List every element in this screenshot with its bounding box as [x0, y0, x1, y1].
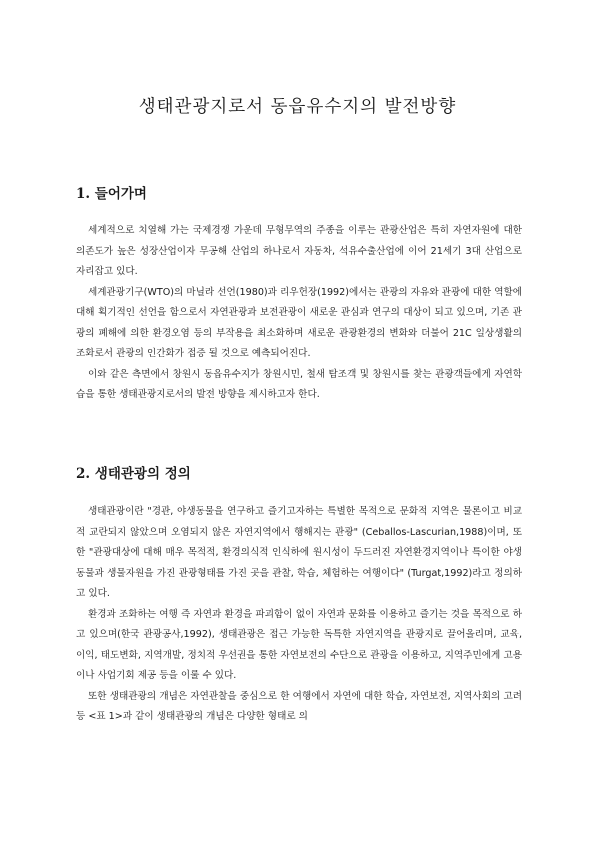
- paragraph: 또한 생태관광의 개념은 자연관찰을 중심으로 한 여행에서 자연에 대한 학습, 자연보전, 지역사회의 고려 등 <표 1>과 같이 생태관광의 개념은 다양한 형태로 의: [76, 690, 522, 722]
- paragraph: 환경과 조화하는 여행 즉 자연과 환경을 파괴함이 없이 자연과 문화를 이용하고 즐기는 것을 목적으로 하고 있으며(한국 관광공사,1992), 생태관광은 접근 가능한 독특한 자연지역을 관광지로 끌어올리며, 교육, 이익, 태도변화, 지역개발, 정치적 우선권을 통한 자연보전의 수단으로 관광을 이용하고, 지역주민에게 고용이나 사업기회 제공 등을 이룰 수 있다.: [76, 608, 522, 681]
- section-heading-definition: 2. 생태관광의 정의: [76, 466, 191, 482]
- document-title: 생태관광지로서 동읍유수지의 발전방향: [138, 97, 457, 117]
- paragraph: 생태관광이란 "경관, 야생동물을 연구하고 즐기고자하는 특별한 목적으로 문화적 지역은 물론이고 비교적 교란되지 않았으며 오염되지 않은 자연지역에서 행해지는 관광" (Ceballos-Lascurian,1988)이며, 또한 "관광대상에 대해 매우 목적적, 환경의식적 인식하에 원시성이 두드러진 자연환경지역이나 특이한 야생동물과 생물자원을 가진 관광형태를 가진 곳을 관찰, 학습, 체험하는 여행이다" (Turgat,1992)라고 정의하고 있다.: [76, 506, 522, 599]
- paragraph: 세계적으로 치열해 가는 국제경쟁 가운데 무형무역의 주종을 이루는 관광산업은 특히 자연자원에 대한 의존도가 높은 성장산업이자 무공해 산업의 하나로서 자동차, 석유수출산업에 이어 21세기 3대 산업으로 자리잡고 있다.: [76, 225, 522, 277]
- paragraph: 이와 같은 측면에서 창원시 동읍유수지가 창원시민, 철새 탐조객 및 창원시를 찾는 관광객들에게 자연학습을 통한 생태관광지로서의 발전 방향을 제시하고자 한다.: [76, 368, 522, 400]
- section-heading-introduction: 1. 들어가며: [76, 186, 147, 202]
- section-definition-body: [76, 502, 522, 728]
- section-introduction-body: [76, 221, 522, 406]
- paragraph: 세계관광기구(WTO)의 마닐라 선언(1980)과 리우헌장(1992)에서는 관광의 자유와 관광에 대한 역할에 대해 획기적인 선언을 함으로서 자연관광과 보전관광이 새로운 관심과 연구의 대상이 되고 있으며, 기존 관광의 폐해에 의한 환경오염 등의 부작용을 최소화하며 새로운 관광환경의 변화와 더불어 21C 일상생활의 조화로서 관광의 인간화가 접증 될 것으로 예측되어진다.: [76, 286, 522, 359]
